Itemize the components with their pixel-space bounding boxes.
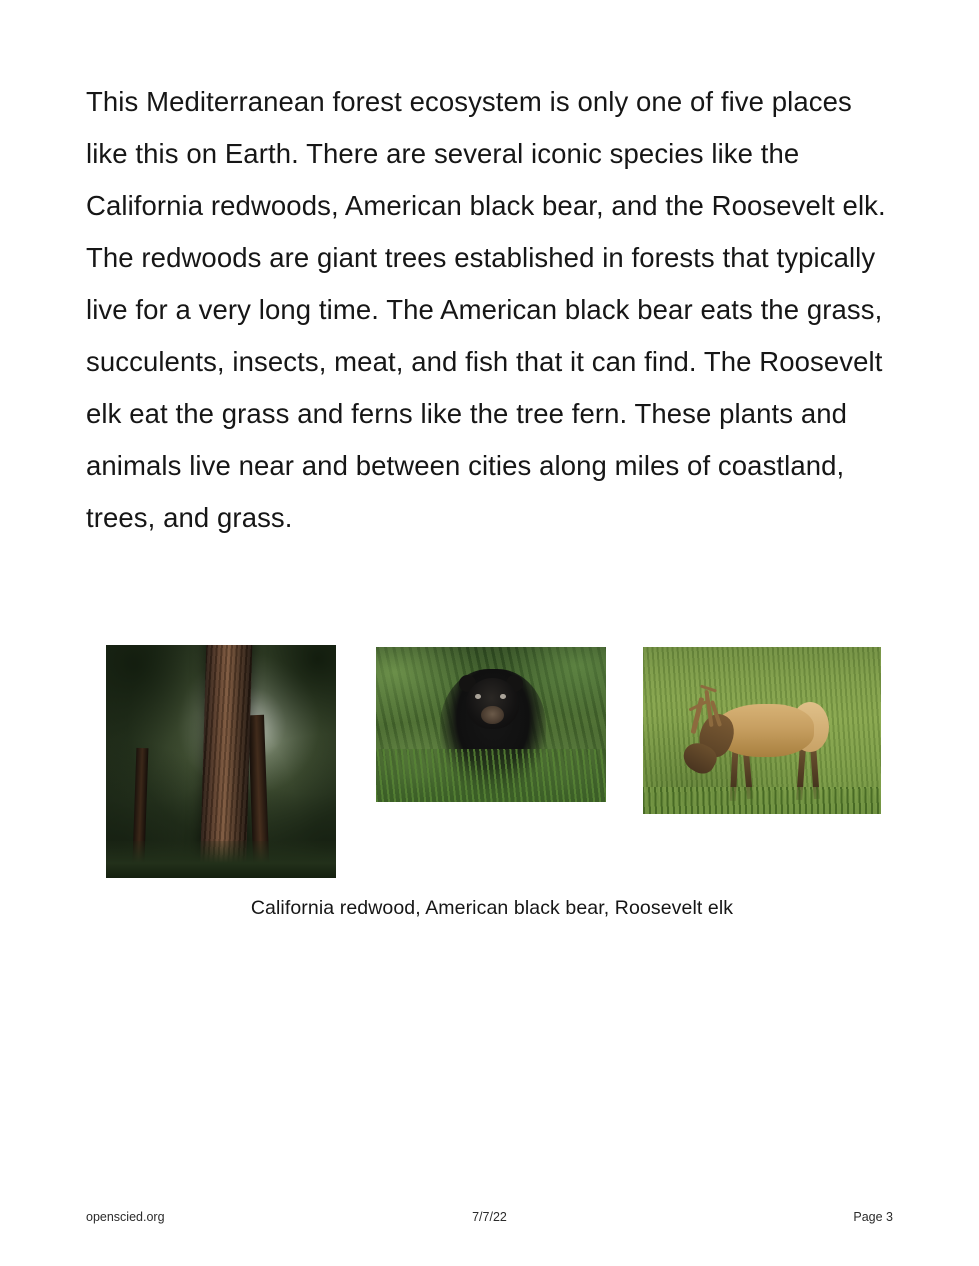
footer-source: openscied.org (86, 1210, 165, 1224)
california-redwood-photo (106, 645, 336, 878)
figure-image-row (86, 640, 898, 880)
figure-caption: California redwood, American black bear, Roosevelt elk (250, 897, 734, 919)
page-footer (86, 1210, 893, 1230)
roosevelt-elk-photo (643, 647, 881, 814)
elk-foreground-grass (643, 787, 881, 814)
redwood-forest-floor (106, 841, 336, 878)
bear-muzzle (481, 706, 504, 725)
footer-page-number: Page 3 (853, 1210, 893, 1224)
bear-grass-foreground (376, 749, 606, 802)
bear-eye-right (500, 694, 506, 699)
footer-date: 7/7/22 (472, 1210, 507, 1224)
american-black-bear-photo (376, 647, 606, 802)
bear-eye-left (475, 694, 481, 699)
page-body-paragraph: This Mediterranean forest ecosystem is only one of five places like this on Earth. There are several iconic species like the California redwoods, American black bear, and the Roosevelt elk. The redwoods are giant trees established in forests that typically live for a very long time. The American black bear eats the grass, succulents, insects, meat, and fish that it can find. The Roosevelt elk eat the grass and ferns like the tree fern. These plants and animals live near and between cities along miles of coastland, trees, and grass. (86, 85, 886, 533)
